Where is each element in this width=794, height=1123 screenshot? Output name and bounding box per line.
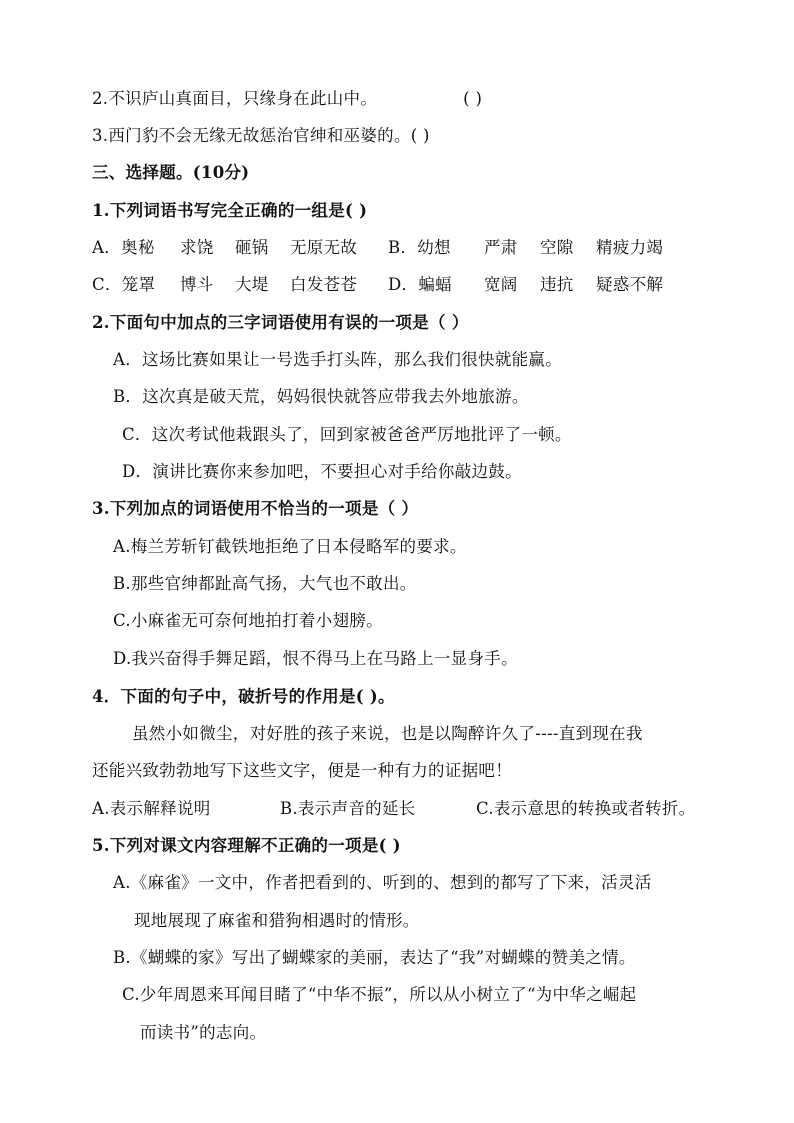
question-4-option-a: A.表示解释说明	[92, 799, 211, 818]
question-4-options	[92, 798, 695, 820]
section-title: 三、选择题。(10分)	[92, 163, 250, 182]
question-2-stem: 2.下面句中加点的三字词语使用有误的一项是（ ）	[92, 313, 469, 332]
option-a-word-1: A．奥秘	[92, 238, 155, 257]
question-1-options-row-1	[92, 237, 663, 259]
option-d-word-1: D．蝙蝠	[388, 275, 452, 294]
judge-question-3: 3.西门豹不会无缘无故惩治官绅和巫婆的。( )	[92, 126, 430, 145]
option-a-word-3: 砸锅	[235, 238, 269, 257]
question-4-stem: 4．下面的句子中，破折号的作用是( )。	[92, 687, 395, 706]
question-5-option-b: B.《蝴蝶的家》写出了蝴蝶家的美丽，表达了“我”对蝴蝶的赞美之情。	[113, 948, 636, 967]
option-b-word-2: 严肃	[484, 238, 518, 257]
question-2-option-d: D．演讲比赛你来参加吧，不要担心对手给你敲边鼓。	[122, 462, 522, 481]
option-c-word-2: 博斗	[180, 275, 214, 294]
question-2-option-c: C．这次考试他栽跟头了，回到家被爸爸严厉地批评了一顿。	[122, 425, 572, 444]
option-b-word-3: 空隙	[540, 238, 574, 257]
judge-question-2-text: 2.不识庐山真面目，只缘身在此山中。	[92, 89, 378, 108]
question-4-option-c: C.表示意思的转换或者转折。	[476, 799, 696, 818]
question-5-option-c-line-2: 而读书”的志向。	[140, 1023, 267, 1042]
question-4-option-b: B.表示声音的延长	[280, 799, 416, 818]
question-4-passage-line-1: 虽然小如微尘，对好胜的孩子来说，也是以陶醉许久了----直到现在我	[132, 724, 643, 743]
question-3-option-a: A.梅兰芳斩钉截铁地拒绝了日本侵略军的要求。	[113, 537, 467, 556]
answer-blank: ( )	[463, 89, 483, 108]
question-1-stem: 1.下列词语书写完全正确的一组是( )	[92, 201, 368, 220]
question-3-option-c: C.小麻雀无可奈何地拍打着小翅膀。	[113, 611, 383, 630]
option-c-word-4: 白发苍苍	[290, 275, 358, 294]
question-3-stem: 3.下列加点的词语使用不恰当的一项是（ ）	[92, 499, 419, 518]
option-b-word-1: B．幼想	[388, 238, 451, 257]
question-2-option-b: B．这次真是破天荒，妈妈很快就答应带我去外地旅游。	[113, 387, 529, 406]
option-d-word-3: 违抗	[540, 275, 574, 294]
option-d-word-2: 宽阔	[484, 275, 518, 294]
option-a-word-4: 无原无故	[290, 238, 358, 257]
question-5-stem: 5.下列对课文内容理解不正确的一项是( )	[92, 836, 401, 855]
question-3-option-d: D.我兴奋得手舞足蹈，恨不得马上在马路上一显身手。	[113, 649, 518, 668]
judge-question-2	[92, 88, 482, 110]
question-1-options-row-2	[92, 274, 663, 296]
question-4-passage-line-2: 还能兴致勃勃地写下这些文字，便是一种有力的证据吧！	[92, 761, 512, 780]
option-c-word-3: 大堤	[235, 275, 269, 294]
option-a-word-2: 求饶	[180, 238, 214, 257]
question-5-option-c-line-1: C.少年周恩来耳闻目睹了“中华不振”，所以从小树立了“为中华之崛起	[122, 985, 637, 1004]
question-5-option-a-line-1: A.《麻雀》一文中，作者把看到的、听到的、想到的都写了下来，活灵活	[113, 873, 652, 892]
question-3-option-b: B.那些官绅都趾高气扬，大气也不敢出。	[113, 574, 417, 593]
option-c-word-1: C．笼罩	[92, 275, 156, 294]
option-d-word-4: 疑惑不解	[596, 275, 664, 294]
question-2-option-a: A．这场比赛如果让一号选手打头阵，那么我们很快就能赢。	[113, 350, 563, 369]
question-5-option-a-line-2: 现地展现了麻雀和猎狗相遇时的情形。	[134, 911, 420, 930]
option-b-word-4: 精疲力竭	[596, 238, 664, 257]
